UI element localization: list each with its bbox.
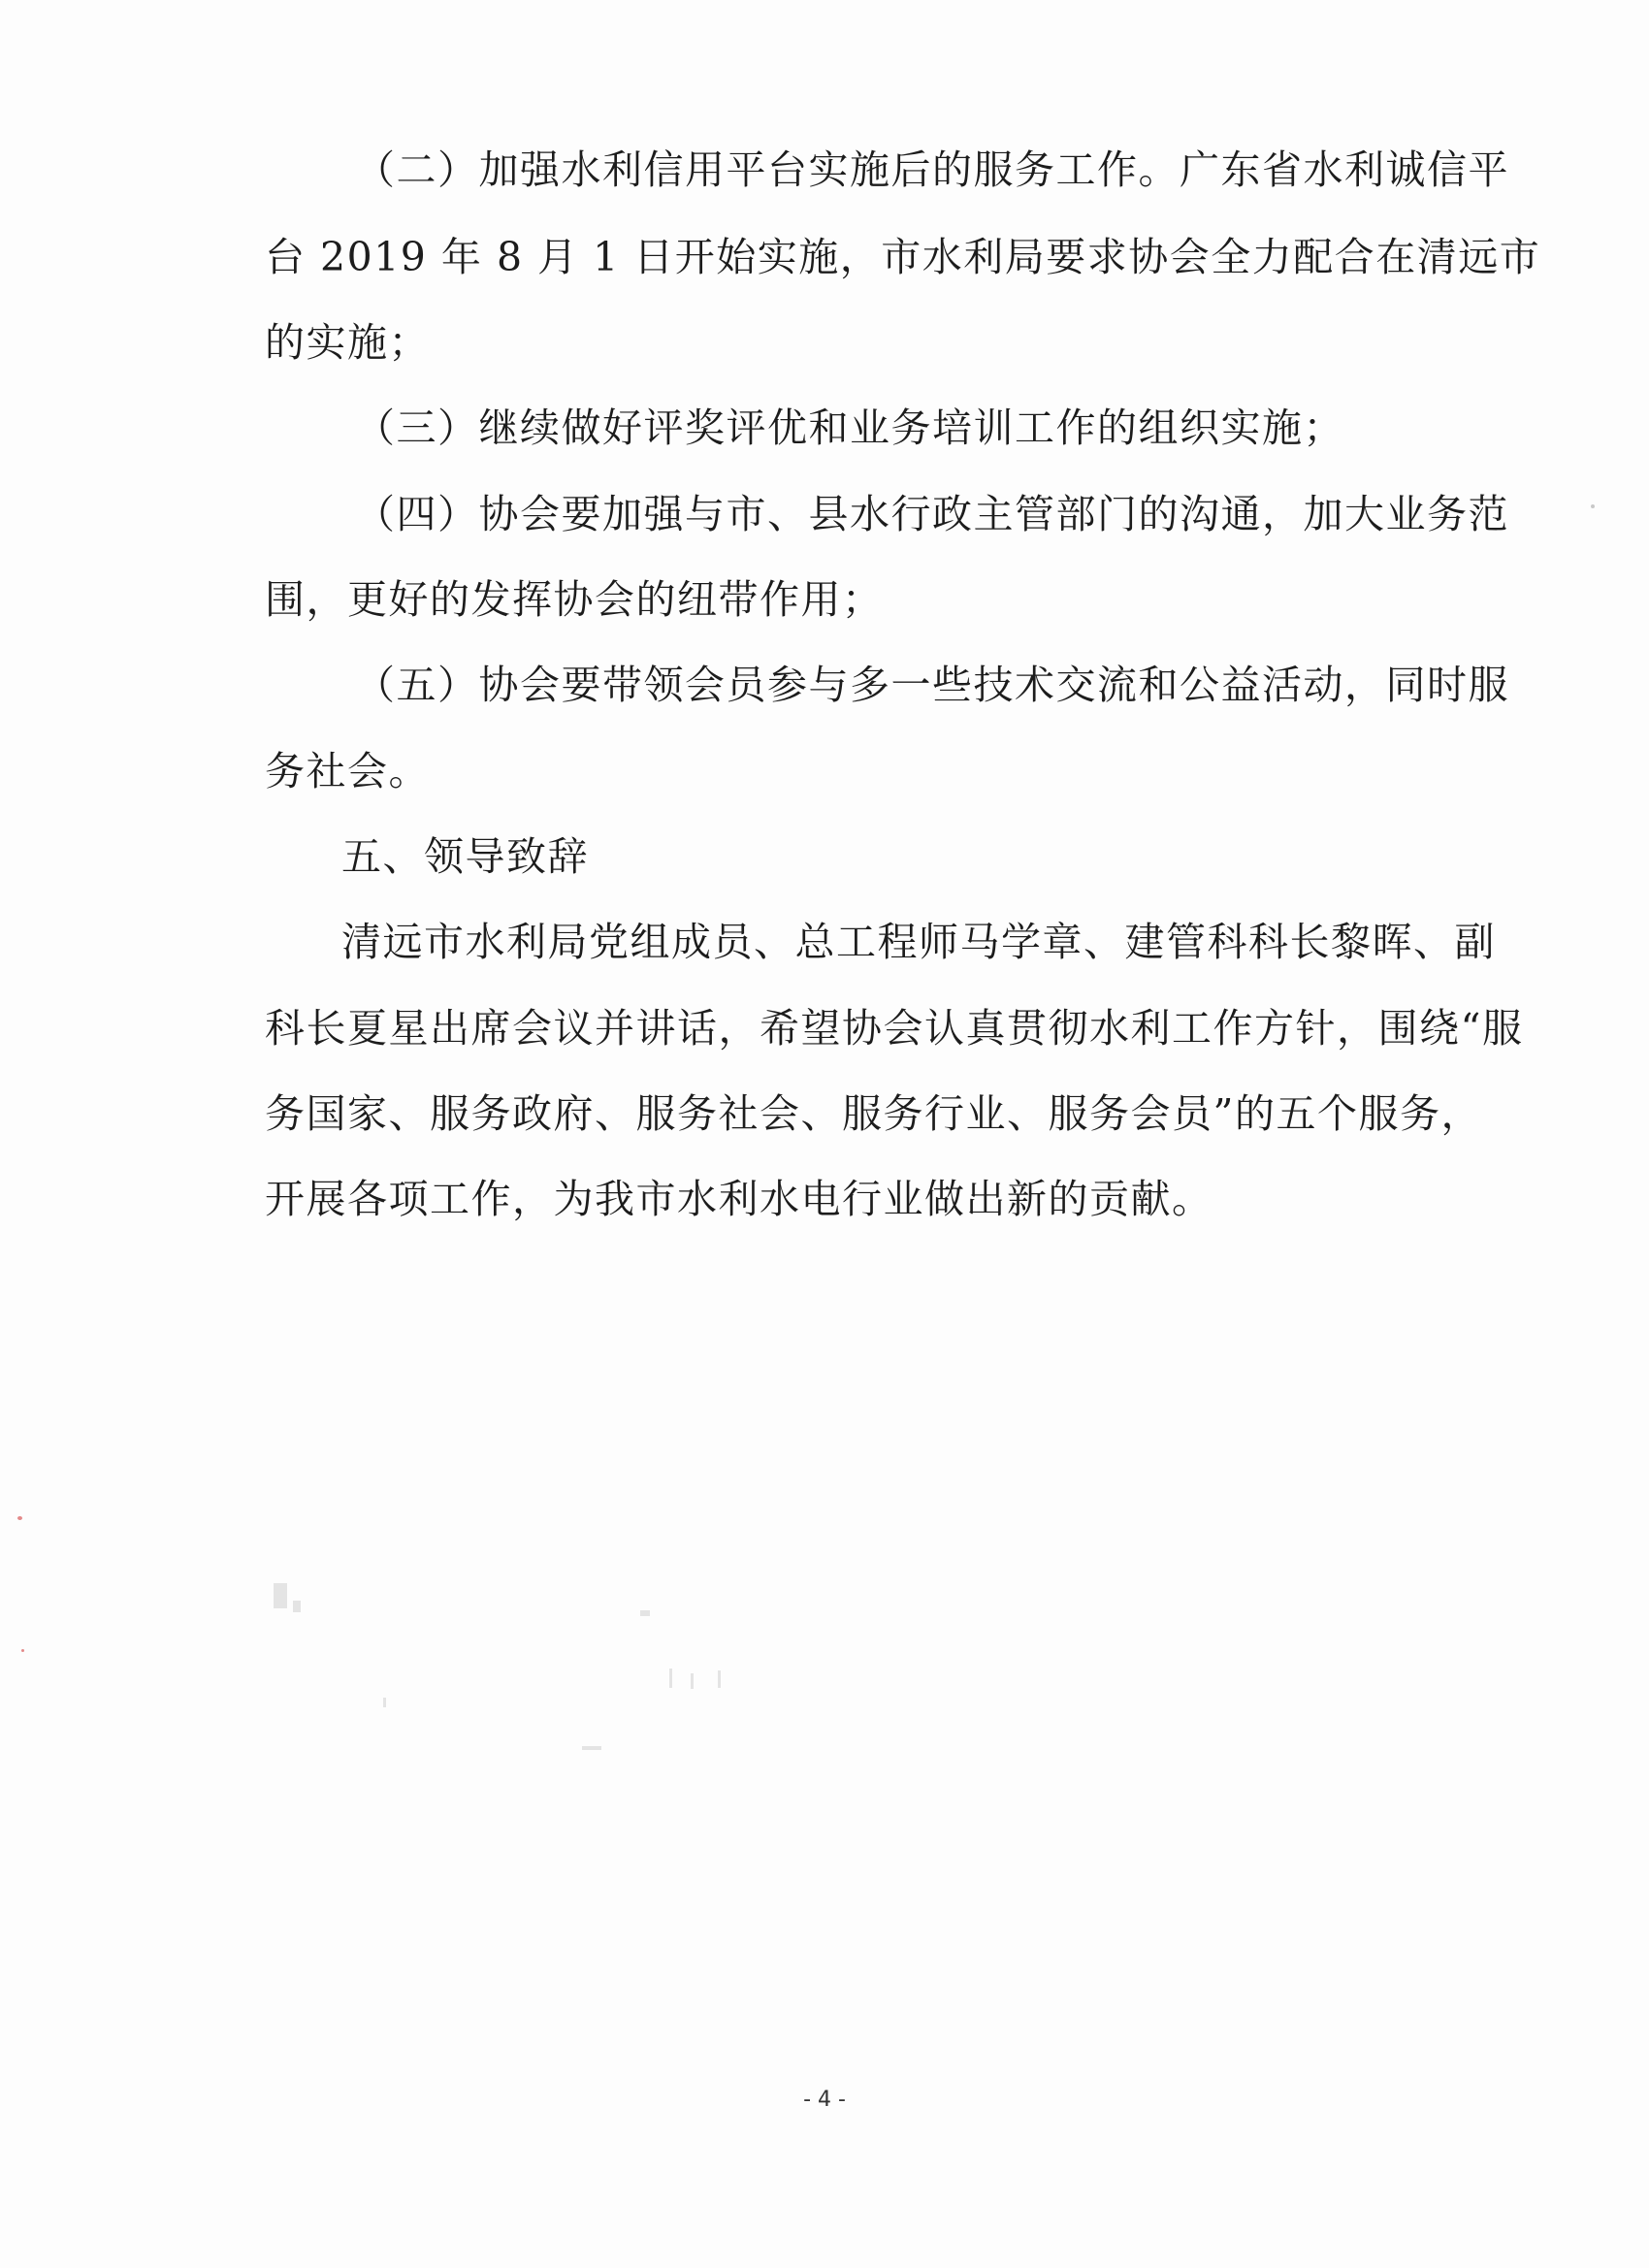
section-heading: 五、领导致辞 bbox=[341, 833, 589, 880]
paragraph-line: 清远市水利局党组成员、总工程师马学章、建管科科长黎晖、副 bbox=[341, 919, 1496, 965]
paragraph-line: 的实施； bbox=[265, 319, 430, 366]
scan-smudge bbox=[383, 1698, 386, 1707]
paragraph-line: 务国家、服务政府、服务社会、服务行业、服务会员”的五个服务， bbox=[265, 1090, 1482, 1137]
scan-smudge bbox=[274, 1583, 287, 1608]
scan-speck bbox=[1591, 504, 1595, 508]
paragraph-line: （三）继续做好评奖评优和业务培训工作的组织实施； bbox=[355, 405, 1344, 451]
paragraph-line: （二）加强水利信用平台实施后的服务工作。广东省水利诚信平 bbox=[355, 146, 1509, 193]
paragraph-line: 科长夏星出席会议并讲话，希望协会认真贯彻水利工作方针，围绕“服 bbox=[265, 1005, 1524, 1052]
paragraph-line: （五）协会要带领会员参与多一些技术交流和公益活动，同时服 bbox=[355, 662, 1509, 708]
scan-smudge bbox=[669, 1669, 672, 1688]
page-number: - 4 - bbox=[803, 2088, 846, 2112]
scan-speck bbox=[17, 1516, 22, 1520]
scan-speck bbox=[21, 1649, 24, 1652]
scan-smudge bbox=[293, 1601, 301, 1612]
scan-smudge bbox=[691, 1673, 694, 1689]
paragraph-line: 开展各项工作，为我市水利水电行业做出新的贡献。 bbox=[265, 1176, 1213, 1222]
scan-smudge bbox=[582, 1746, 601, 1750]
scan-smudge bbox=[718, 1670, 721, 1688]
paragraph-line: （四）协会要加强与市、县水行政主管部门的沟通，加大业务范 bbox=[355, 491, 1509, 537]
paragraph-line: 务社会。 bbox=[265, 748, 430, 794]
paragraph-line: 台 2019 年 8 月 1 日开始实施，市水利局要求协会全力配合在清远市 bbox=[265, 234, 1541, 280]
paragraph-line: 围，更好的发挥协会的纽带作用； bbox=[265, 576, 884, 623]
scan-smudge bbox=[640, 1610, 650, 1616]
